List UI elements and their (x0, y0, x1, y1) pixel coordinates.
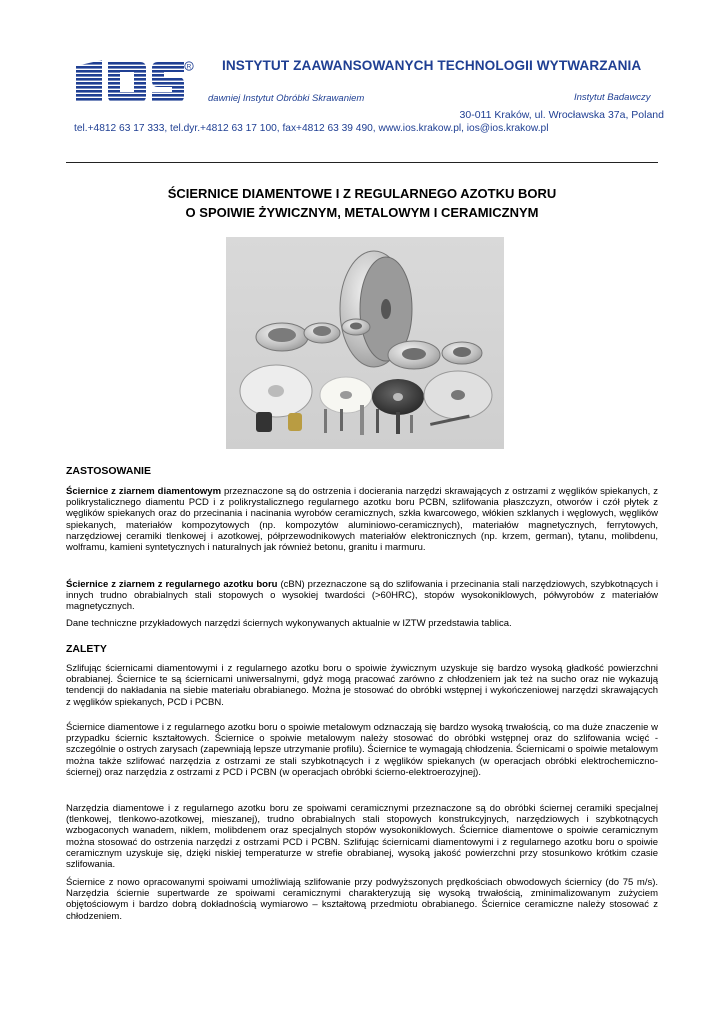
registered-icon (185, 62, 193, 71)
header-divider (66, 162, 658, 163)
applications-paragraph-2 (66, 579, 658, 613)
applications-paragraph-1 (66, 486, 658, 553)
applications-p2-text: (cBN) przeznaczone są do szlifowania i przecinania stali narzędziowych, szybkotnących i innych trudno obrabialnych stali stopowych o wysokiej twardości (>60HRC), stopów wysokoniklowych, półwyrobów z materiałów magnetycznych. (66, 579, 658, 613)
institute-type: Instytut Badawczy (574, 92, 651, 103)
former-name: dawniej Instytut Obróbki Skrawaniem (208, 93, 365, 104)
advantages-paragraph-2: Ściernice diamentowe i z regularnego azotku boru o spoiwie metalowym odznaczają się bardzo wysoką trwałością, co ma duże znaczenie w przypadku ściernic kształtowych. Ściernice o spoiwie metalowym należy stosować do obróbki wstępnej oraz do szlifowania wcięć - szczególnie o ostrych zarysach (zapewniają lepsze utrzymanie profilu). Ściernice te wymagają chłodzenia. Ściernicami o spoiwie metalowym można także szlifować narzędzia z ostrzami ze stali szybkotnących i z węglików spiekanych (w operacjach obróbki elektrochemiczno-ściernej) oraz narzędzia z ostrzami z PCD i PCBN (w operacjach obróbki ścierno-elektroerozyjnej). (66, 722, 658, 778)
applications-heading: ZASTOSOWANIE (66, 465, 151, 477)
ios-logo-icon (74, 58, 194, 104)
applications-paragraph-3: Dane techniczne przykładowych narzędzi ściernych wykonywanych aktualnie w IZTW przedstawia tablica. (66, 618, 512, 629)
advantages-paragraph-4: Ściernice z nowo opracowanymi spoiwami umożliwiają szlifowanie przy podwyższonych prędkościach obwodowych ściernicy (do 75 m/s). Narzędzia ściernie supertwarde ze spoiwami ceramicznymi charakteryzują się wysoką trwałością, zminimalizowanym zużyciem objętościowym i bardzo dobrą dokładnością wymiarowo – kształtową przedmiotu obrabianego. Ściernice ceramiczne należy stosować z chłodzeniem. (66, 877, 658, 922)
title-line-1: ŚCIERNICE DIAMENTOWE I Z REGULARNEGO AZOTKU BORU (167, 186, 557, 201)
title-line-2: O SPOIWIE ŻYWICZNYM, METALOWYM I CERAMICZNYM (185, 205, 539, 220)
document-title (66, 184, 658, 222)
institute-name: INSTYTUT ZAAWANSOWANYCH TECHNOLOGII WYTWARZANIA (222, 58, 642, 73)
applications-p1-lead: Ściernice z ziarnem diamentowym (66, 486, 222, 497)
applications-p1-text: przeznaczone są do ostrzenia i docierania narzędzi skrawających z ostrzami z węglików spiekanych, z polikrystalicznego diamentu PCD i z polikrystalicznego regularnego azotku boru PCBN, szlifowania płaszczyzn, otworów i czół płytek z węglików spiekanych oraz do przecinania i nacinania wyrobów ceramicznych, szkła kwarcowego, włókien szklanych i węglowych, węglików spiekanych, materiałów kompozytowych (np. kompozytów aluminiowo-ceramicznych), materiałów magnetycznych, ferrytowych, narzędziowej ceramiki tlenkowej i azotkowej, półprzewodnikowych materiałów elektronicznych (np. krzem, german), tytanu, molibdenu, wolframu, kamieni syntetycznych i naturalnych jak również betonu, granitu i marmuru. (66, 486, 658, 554)
advantages-paragraph-1: Szlifując ściernicami diamentowymi i z regularnego azotku boru o spoiwie żywicznym uzyskuje się bardzo wysoką gładkość powierzchni obrabianej. Ściernice te są ściernicami uniwersalnymi, gdyż mogą pracować zarówno z chłodzeniem jak też na sucho oraz nie wykazują tendencji do nakładania na siebie materiału obrabianego. Można je stosować do obróbki wstępnej i wykończeniowej narzędzi skrawających z węglików spiekanych, PCD i PCBN. (66, 663, 658, 708)
contact-line: tel.+4812 63 17 333, tel.dyr.+4812 63 17 100, fax+4812 63 39 490, www.ios.krakow.pl, ios@ios.krakow.pl (74, 123, 549, 134)
address: 30-011 Kraków, ul. Wrocławska 37a, Poland (459, 109, 664, 121)
applications-p2-lead: Ściernice z ziarnem z regularnego azotku boru (66, 579, 278, 590)
advantages-paragraph-3: Narzędzia diamentowe i z regularnego azotku boru ze spoiwami ceramicznymi przeznaczone są do obróbki ściernej ceramiki specjalnej (tlenkowej, tlenkowo-azotkowej, mieszanej), trudno obrabialnych stali stopowych konstrukcyjnych, narzędziowych i szybkotnących wzbogaconych wanadem, niklem, molibdenem oraz specjalnych stopów wysokoniklowych. Ściernice diamentowe o spoiwie ceramicznym można stosować do ostrzenia narzędzi z ostrzami PCD i PCBN. Szlifując ściernicami diamentowymi i z regularnego azotku boru o spoiwie ceramicznym uzyskuje się, dzięki niskiej temperaturze w strefie obrabianej, wysoką jakość powierzchni przy stosunkowo krótkim czasie szlifowania. (66, 803, 658, 871)
svg-text:R: R (186, 63, 192, 71)
advantages-heading: ZALETY (66, 643, 107, 655)
grinding-wheels-photo (226, 237, 504, 449)
